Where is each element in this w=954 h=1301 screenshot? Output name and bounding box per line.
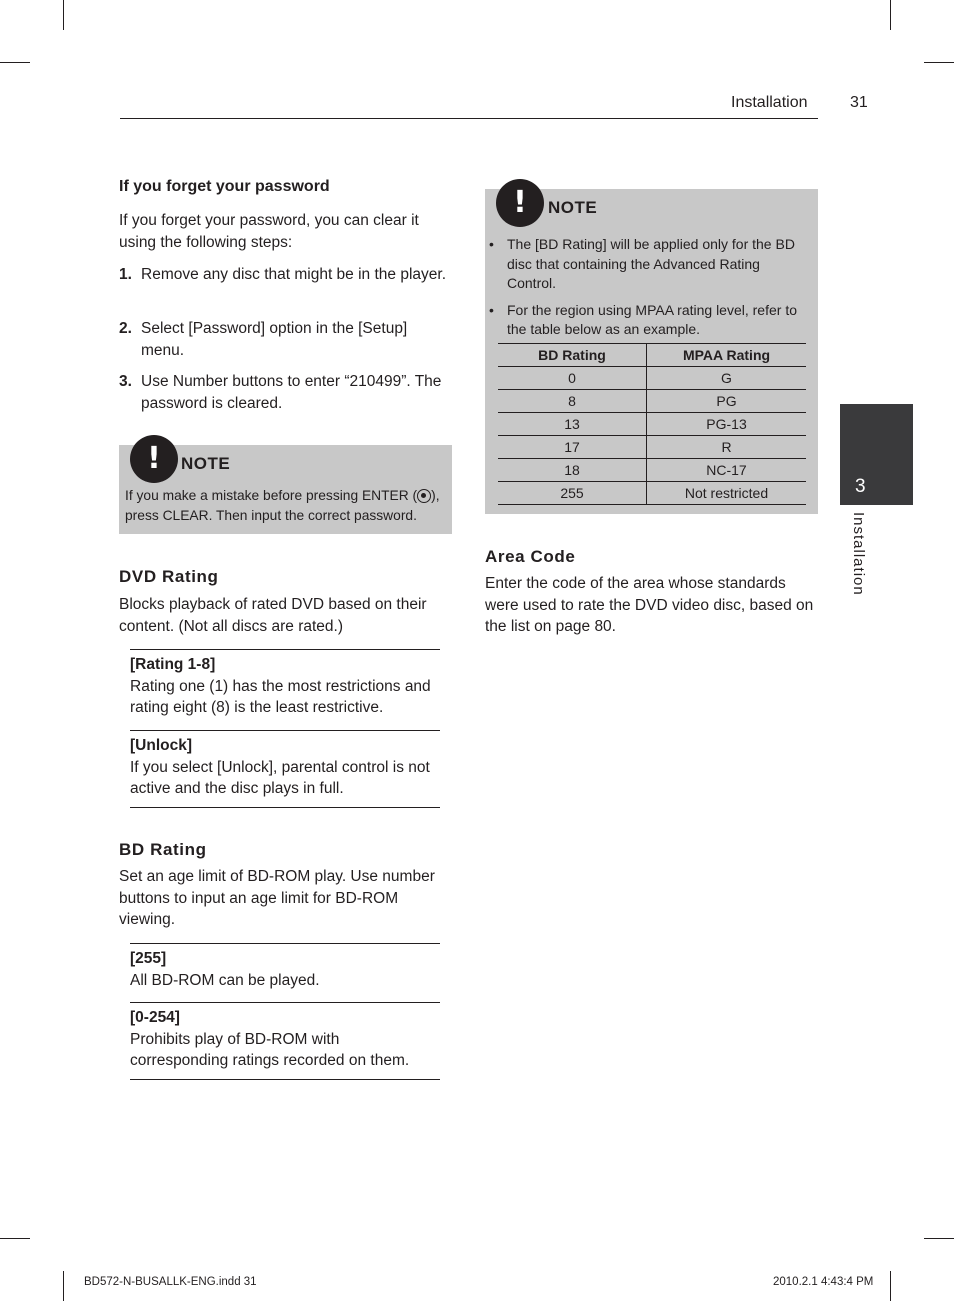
- option-255: [130, 943, 440, 1002]
- option-desc: Rating one (1) has the most restrictions and rating eight (8) is the least restrictive.: [130, 677, 431, 717]
- table-row: [498, 482, 806, 505]
- table-header-row: [498, 344, 806, 367]
- chapter-tab: [840, 404, 913, 505]
- option-title: [0-254]: [130, 1009, 180, 1026]
- option-0-254: [130, 1002, 440, 1080]
- note-label: NOTE: [548, 198, 598, 217]
- step-text: Use Number buttons to enter “210499”. The password is cleared.: [141, 373, 442, 412]
- footer-filename: BD572-N-BUSALLK-ENG.indd 31: [84, 1276, 257, 1288]
- table-cell: 0: [498, 367, 647, 390]
- step-number: 1.: [119, 266, 132, 283]
- step-item: [119, 264, 454, 286]
- option-title: [Rating 1-8]: [130, 656, 216, 673]
- chapter-number: 3: [855, 476, 866, 497]
- dvd-rating-heading: DVD Rating: [119, 567, 219, 586]
- note-bullet: • The [BD Rating] will be applied only for the BD disc that containing the Advanced Rating Control.: [489, 236, 795, 291]
- note-label: NOTE: [181, 454, 231, 473]
- table-cell: R: [647, 436, 807, 459]
- step-text: Select [Password] option in the [Setup] menu.: [141, 320, 408, 359]
- note-bullet: • For the region using MPAA rating level, refer to the table below as an example.: [489, 301, 797, 337]
- table-row: [498, 413, 806, 436]
- exclamation-icon: !: [130, 435, 178, 483]
- crop-mark: [890, 0, 891, 30]
- note-text: [125, 486, 445, 525]
- crop-mark: [924, 1238, 954, 1239]
- exclamation-icon: !: [496, 179, 544, 227]
- table-cell: 17: [498, 436, 647, 459]
- crop-mark: [924, 62, 954, 63]
- option-rating-1-8: [130, 649, 440, 730]
- crop-mark: [63, 0, 64, 30]
- footer-timestamp: 2010.2.1 4:43:4 PM: [773, 1276, 874, 1288]
- table-cell: PG: [647, 390, 807, 413]
- header-rule: [120, 118, 818, 119]
- area-code-heading: Area Code: [485, 547, 576, 566]
- rating-table: [498, 343, 806, 505]
- step-item: [119, 371, 454, 414]
- table-cell: Not restricted: [647, 482, 807, 505]
- crop-mark: [0, 1238, 30, 1239]
- dvd-rating-intro: Blocks playback of rated DVD based on their content. (Not all discs are rated.): [119, 596, 427, 635]
- option-unlock: [130, 730, 440, 808]
- enter-icon: [417, 489, 431, 503]
- option-desc: All BD-ROM can be played.: [130, 971, 320, 989]
- table-cell: 18: [498, 459, 647, 482]
- table-cell: PG-13: [647, 413, 807, 436]
- note-text-part: ), press CLEAR. Then input the correct password.: [125, 488, 440, 523]
- bd-rating-intro: Set an age limit of BD-ROM play. Use number buttons to input an age limit for BD-ROM viewing.: [119, 868, 435, 929]
- note-bullet-list: [489, 235, 805, 347]
- crop-mark: [890, 1271, 891, 1301]
- table-cell: G: [647, 367, 807, 390]
- step-text: Remove any disc that might be in the player.: [141, 266, 446, 283]
- password-heading: If you forget your password: [119, 178, 330, 195]
- crop-mark: [0, 62, 30, 63]
- table-row: [498, 459, 806, 482]
- table-cell: NC-17: [647, 459, 807, 482]
- password-intro: If you forget your password, you can clear it using the following steps:: [119, 212, 419, 251]
- bullet-text: For the region using MPAA rating level, refer to the table below as an example.: [507, 301, 797, 337]
- table-row: [498, 390, 806, 413]
- option-desc: If you select [Unlock], parental control is not active and the disc plays in full.: [130, 758, 430, 798]
- table-cell: 255: [498, 482, 647, 505]
- table-cell: 13: [498, 413, 647, 436]
- running-header-title: Installation: [731, 94, 808, 111]
- step-number: 3.: [119, 373, 132, 390]
- column-header: BD Rating: [498, 344, 647, 367]
- column-header: MPAA Rating: [647, 344, 807, 367]
- option-desc: Prohibits play of BD-ROM with corresponding ratings recorded on them.: [130, 1030, 410, 1070]
- table-cell: 8: [498, 390, 647, 413]
- bd-rating-heading: BD Rating: [119, 840, 207, 859]
- page-number: 31: [850, 94, 868, 111]
- step-number: 2.: [119, 320, 132, 337]
- note-text-part: If you make a mistake before pressing ENTER (: [125, 488, 418, 503]
- table-row: [498, 436, 806, 459]
- table-row: [498, 367, 806, 390]
- step-item: [119, 318, 454, 361]
- option-title: [Unlock]: [130, 737, 192, 754]
- area-code-text: Enter the code of the area whose standards were used to rate the DVD video disc, based on the list on page 80.: [485, 575, 814, 636]
- chapter-label: Installation: [850, 512, 867, 596]
- crop-mark: [63, 1271, 64, 1301]
- bullet-text: The [BD Rating] will be applied only for the BD disc that containing the Advanced Rating Control.: [507, 236, 795, 291]
- option-title: [255]: [130, 950, 167, 967]
